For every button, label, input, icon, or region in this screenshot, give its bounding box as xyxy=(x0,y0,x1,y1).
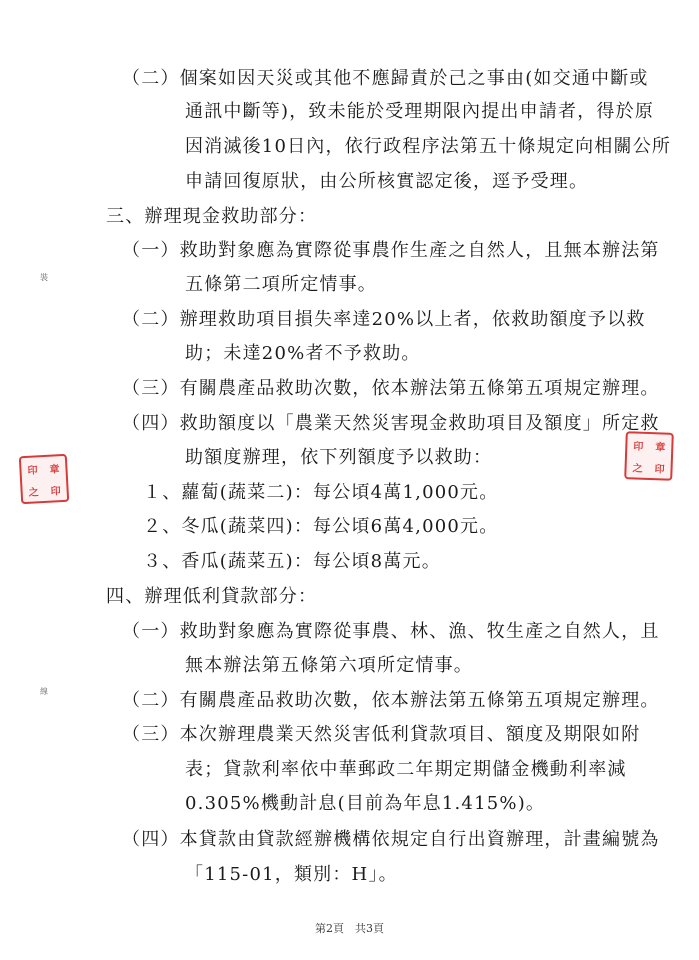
text-line: 助額度辦理，依下列額度予以救助： xyxy=(185,447,493,468)
seal-char: 章 xyxy=(49,463,60,476)
text-line: （四）本貸款由貸款經辦機構依規定自行出資辦理，計畫編號為 xyxy=(122,829,660,850)
binding-mark-bottom: 線 xyxy=(40,687,48,696)
text-line: （四）救助額度以「農業天然災害現金救助項目及額度」所定救 xyxy=(122,413,660,434)
text-line: 申請回復原狀，由公所核實認定後，逕予受理。 xyxy=(185,171,589,192)
section-heading: 三、辦理現金救助部分： xyxy=(106,206,318,227)
seal-char: 章 xyxy=(655,441,666,454)
text-line: （一）救助對象應為實際從事農、林、漁、牧生產之自然人，且 xyxy=(122,621,660,642)
text-line: 「115-01，類別：H」。 xyxy=(185,864,398,885)
seal-char: 印 xyxy=(27,464,38,477)
seal-char: 之 xyxy=(632,462,643,475)
text-line: 0.305%機動計息(目前為年息1.415%)。 xyxy=(185,793,546,814)
binding-mark-top: 裝 xyxy=(40,273,48,282)
text-line: 五條第二項所定情事。 xyxy=(185,274,377,295)
red-seal-stamp-left xyxy=(19,454,69,504)
seal-char: 印 xyxy=(633,440,644,453)
list-item: １、蘿蔔(蔬菜二)：每公頃4萬1,000元。 xyxy=(143,482,499,503)
seal-char: 之 xyxy=(28,486,39,499)
text-line: 通訊中斷等)，致未能於受理期限內提出申請者，得於原 xyxy=(185,101,655,122)
text-line: （二）辦理救助項目損失率達20%以上者，依救助額度予以救 xyxy=(122,309,646,330)
text-line: 表；貸款利率依中華郵政二年期定期儲金機動利率減 xyxy=(185,759,627,780)
text-line: 助；未達20%者不予救助。 xyxy=(185,343,421,364)
section-heading: 四、辦理低利貸款部分： xyxy=(106,586,318,607)
red-seal-stamp-right xyxy=(624,431,674,481)
seal-char: 印 xyxy=(50,485,61,498)
list-item: ３、香瓜(蔬菜五)：每公頃8萬元。 xyxy=(143,551,441,572)
seal-char: 印 xyxy=(654,463,665,476)
text-line: （一）救助對象應為實際從事農作生產之自然人，且無本辦法第 xyxy=(122,240,660,261)
page-footer: 第2頁 共3頁 xyxy=(315,922,384,935)
text-line: （二）個案如因天災或其他不應歸責於己之事由(如交通中斷或 xyxy=(122,68,649,89)
text-line: （三）本次辦理農業天然災害低利貸款項目、額度及期限如附 xyxy=(122,724,641,745)
text-line: 因消滅後10日內，依行政程序法第五十條規定向相關公所 xyxy=(185,136,672,157)
text-line: （三）有關農產品救助次數，依本辦法第五條第五項規定辦理。 xyxy=(122,378,660,399)
text-line: 無本辦法第五條第六項所定情事。 xyxy=(185,655,473,676)
list-item: ２、冬瓜(蔬菜四)：每公頃6萬4,000元。 xyxy=(143,516,499,537)
text-line: （二）有關農產品救助次數，依本辦法第五條第五項規定辦理。 xyxy=(122,690,660,711)
